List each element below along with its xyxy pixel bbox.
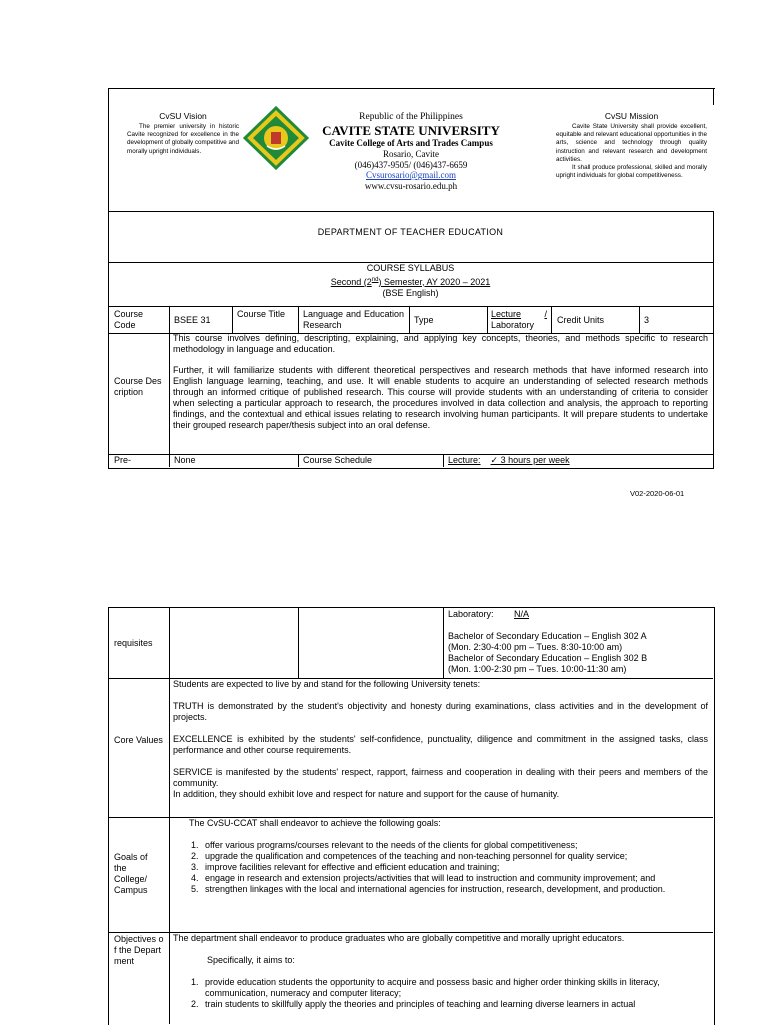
semester-b: ) Semester, AY bbox=[378, 276, 441, 287]
col-divider bbox=[443, 607, 444, 678]
campus-address: Rosario, Cavite bbox=[383, 149, 439, 159]
academic-year: 2020 – 2021 bbox=[440, 276, 491, 287]
campus-email[interactable]: Cvsurosario@gmail.com bbox=[365, 170, 457, 180]
objectives-list bbox=[173, 977, 708, 1010]
truth-text: TRUTH is demonstrated by the student's objectivity and honesty during examinations, class activities and in the development of projects. bbox=[173, 701, 708, 722]
goals-intro: The CvSU-CCAT shall endeavor to achieve the following goals: bbox=[189, 818, 441, 828]
col-divider bbox=[551, 306, 552, 333]
schedule-a: (Mon. 2:30-4:00 pm – Tues. 8:30-10:00 am) bbox=[448, 642, 623, 652]
core-values-label: Core Values bbox=[114, 735, 163, 745]
col-divider bbox=[232, 306, 233, 333]
type-lecture: Lecture bbox=[491, 309, 522, 319]
laboratory-line bbox=[448, 609, 710, 620]
prereq-value: None bbox=[174, 455, 196, 465]
university-header bbox=[300, 112, 522, 191]
campus-phone: (046)437-9505/ (046)437-6659 bbox=[354, 159, 468, 170]
campus-website[interactable]: www.cvsu-rosario.edu.ph bbox=[364, 180, 458, 191]
objectives-intro: The department shall endeavor to produce graduates who are globally competitive and morally upright educators. bbox=[173, 933, 625, 943]
type-slash: / bbox=[544, 309, 547, 319]
semester-a: Second (2 bbox=[330, 276, 372, 287]
type-label: Type bbox=[414, 315, 434, 325]
lecture-value: ✓ 3 hours per week bbox=[490, 455, 570, 465]
credit-units-label: Credit Units bbox=[557, 315, 605, 325]
laboratory-value: N/A bbox=[514, 609, 530, 619]
col-divider bbox=[487, 306, 488, 333]
description-p2: Further, it will familiarize students with different theoretical perspectives and research methods that have informed research into English language learning, teaching, and use. It will enable students to acquire an understanding of selected research methods through an informed critique of published research. This course will provide students with an understanding of criteria to consider when selecting a particular approach to research, the procedures involved in data collection and analysis, the approach to reporting findings, and the contextual and ethical issues relating to research involving human participants. It will prepare students to undertake their grouped research paper/thesis subject into an oral defense. bbox=[173, 365, 708, 430]
type-value bbox=[491, 309, 547, 331]
goal-item: 1. offer various programs/courses relevant to the needs of the clients for global competitiveness; bbox=[201, 840, 708, 851]
core-values-body bbox=[173, 679, 708, 800]
semester-sup: nd bbox=[371, 276, 379, 283]
objective-item: 2. train students to skillfully apply the theories and principles of teaching and learning diverse learners in actual bbox=[201, 999, 708, 1010]
frame-right-stub bbox=[108, 88, 714, 105]
goals-list bbox=[173, 840, 708, 895]
col-divider bbox=[298, 454, 299, 467]
goals-body bbox=[173, 818, 708, 895]
schedule-label: Course Schedule bbox=[303, 455, 373, 465]
course-code-label: Course Code bbox=[114, 309, 144, 330]
service-text: SERVICE is manifested by the students' respect, rapport, fairness and cooperation in dealing with their peers and members of the community. bbox=[173, 767, 708, 788]
description-label: Course Description bbox=[114, 376, 162, 397]
addition-text: In addition, they should exhibit love and respect for nature and support for the cause of humanity. bbox=[173, 789, 560, 799]
course-title: Language and Education Research bbox=[303, 309, 404, 330]
mission-block bbox=[556, 111, 707, 180]
vision-text: The premier university in historic Cavite recognized for excellence in the development of globally competitive and morally upright individuals. bbox=[127, 123, 240, 155]
prereq-label-b: requisites bbox=[114, 638, 153, 648]
col-divider bbox=[409, 306, 410, 333]
objectives-label: Objectives of the Department bbox=[114, 934, 164, 966]
objective-item: 1. provide education students the opportunity to acquire and possess basic and higher order thinking skills in literacy, communication, numeracy and computer literacy; bbox=[201, 977, 708, 999]
col-divider bbox=[169, 607, 170, 1024]
laboratory-label: Laboratory: bbox=[448, 609, 494, 619]
lecture-label: Lecture: bbox=[448, 455, 481, 465]
document-code: V02-2020-06-01 bbox=[630, 489, 685, 498]
goals-label: Goals of the College/ Campus bbox=[114, 852, 148, 895]
type-laboratory: Laboratory bbox=[491, 320, 535, 330]
description-body bbox=[173, 333, 708, 431]
department-row bbox=[108, 211, 714, 263]
objectives-body bbox=[173, 933, 708, 1010]
core-values-intro: Students are expected to live by and stand for the following University tenets: bbox=[173, 679, 481, 689]
college-name: Cavite College of Arts and Trades Campus bbox=[329, 138, 493, 148]
mission-text: Cavite State University shall provide excellent, equitable and relevant educational opportunities in the arts, science and technology through quality instruction and relevant research and development activities. bbox=[556, 123, 707, 163]
prereq-label-a: Pre- bbox=[114, 455, 132, 465]
course-title-label: Course Title bbox=[237, 309, 286, 319]
course-code: BSEE 31 bbox=[174, 315, 211, 325]
mission-text-2: It shall produce professional, skilled and morally upright individuals for global competitiveness. bbox=[556, 164, 707, 180]
goal-item: 5. strengthen linkages with the local and international agencies for instruction, research, development, and production. bbox=[201, 884, 708, 895]
program-label: (BSE English) bbox=[382, 288, 439, 298]
description-p1: This course involves defining, descripting, explaining, and applying key concepts, theories, and methods specific to research methodology in language and education. bbox=[173, 333, 708, 354]
section-b: Bachelor of Secondary Education – English 302 B bbox=[448, 653, 648, 663]
schedule-b: (Mon. 1:00-2:30 pm – Tues. 10:00-11:30 am) bbox=[448, 664, 627, 674]
goal-item: 3. improve facilities relevant for effective and efficient education and training; bbox=[201, 862, 708, 873]
col-divider bbox=[639, 306, 640, 333]
col-divider bbox=[298, 306, 299, 333]
semester-line bbox=[108, 275, 713, 289]
syllabus-title-block bbox=[108, 263, 713, 300]
vision-title: CvSU Vision bbox=[159, 111, 207, 121]
department-title: DEPARTMENT OF TEACHER EDUCATION bbox=[317, 227, 504, 237]
goal-item: 4. engage in research and extension projects/activities that will lead to instruction and community improvement; and bbox=[201, 873, 708, 884]
lecture-line bbox=[448, 455, 633, 466]
excellence-text: EXCELLENCE is exhibited by the students' self-confidence, punctuality, diligence and commitment in the assigned tasks, class performance and other course requirements. bbox=[173, 734, 708, 755]
syllabus-title: COURSE SYLLABUS bbox=[366, 263, 455, 273]
section-a: Bachelor of Secondary Education – English 302 A bbox=[448, 631, 647, 641]
col-divider bbox=[298, 607, 299, 678]
university-name: CAVITE STATE UNIVERSITY bbox=[322, 123, 500, 138]
schedule-cell bbox=[448, 609, 710, 675]
republic-label: Republic of the Philippines bbox=[359, 112, 463, 122]
col-divider bbox=[169, 454, 170, 467]
goal-item: 2. upgrade the qualification and competences of the teaching and non-teaching personnel for quality service; bbox=[201, 851, 708, 862]
credit-units: 3 bbox=[644, 315, 650, 325]
objectives-specific: Specifically, it aims to: bbox=[207, 955, 295, 965]
col-divider bbox=[443, 454, 444, 467]
mission-title: CvSU Mission bbox=[604, 111, 659, 121]
vision-block bbox=[127, 111, 239, 156]
